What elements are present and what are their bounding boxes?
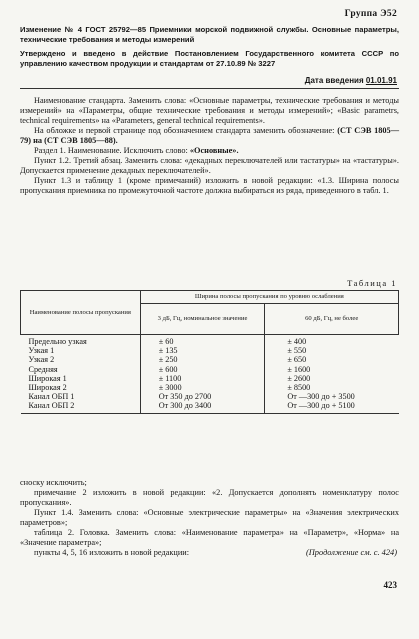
header-divider	[20, 88, 399, 89]
bandwidth-3db: От 300 до 3400	[140, 401, 265, 413]
table-row	[21, 365, 399, 374]
effective-date-value: 01.01.91	[365, 76, 397, 85]
classification-group: Группа Э52	[344, 9, 397, 19]
bandwidth-60db: ± 650	[287, 355, 307, 365]
cover-change-designation: (СТ СЭВ 1805—79) на (СТ СЭВ 1805—88).	[20, 126, 400, 145]
band-name: Узкая 2	[21, 355, 141, 364]
paragraph-footnote: сноску исключить;	[20, 478, 87, 487]
paragraph-table-2: таблица 2. Головка. Заменить слова: «Наименование параметра» на «Параметр», «Норма» на «Значение параметра»;	[20, 528, 399, 547]
effective-date-label: Дата введения	[304, 76, 364, 85]
band-name: Канал ОБП 1	[21, 392, 141, 401]
band-name: Канал ОБП 2	[21, 401, 141, 413]
column-header-60db: 60 дБ, Гц, не более	[265, 304, 399, 335]
amendment-title: Изменение № 4 ГОСТ 25792—85 Приемники морской подвижной службы. Основные параметры, технические требования и методы измерений	[20, 25, 399, 44]
table-caption: Таблица 1	[347, 278, 397, 288]
cover-change-text: На обложке и первой странице под обозначением стандарта заменить обозначение:	[34, 126, 338, 135]
table-row	[21, 335, 399, 347]
column-group-header: Ширина полосы пропускания по уровню ослабления	[140, 291, 398, 304]
page-number: 423	[383, 580, 397, 590]
bandwidth-3db: ± 3000	[140, 383, 265, 392]
body-text-after-table	[20, 478, 399, 558]
band-name: Широкая 2	[21, 383, 141, 392]
band-name: Средняя	[21, 365, 141, 374]
bandwidth-3db: ± 1100	[140, 374, 265, 383]
paragraph-clause-1-2: Пункт 1.2. Третий абзац. Заменить слова: «декадных переключателей или тастатуры» на «тастатуры». Допускается применение декадных переключателей».	[20, 156, 399, 175]
approval-statement: Утверждено и введено в действие Постановлением Государственного комитета СССР по управлению качеством продукции и стандартам от 27.10.89 № 3227	[20, 49, 399, 68]
table-row	[21, 374, 399, 383]
paragraph-clause-1-4: Пункт 1.4. Заменить слова: «Основные электрические параметры» на «Значения электрических параметров»;	[20, 508, 399, 527]
bandwidth-3db: От 350 до 2700	[140, 392, 265, 401]
paragraph-note-2: примечание 2 изложить в новой редакции: «2. Допускается дополнять номенклатуру полос пропускания».	[20, 488, 399, 507]
paragraph-cover-change	[20, 126, 399, 146]
continuation-note: (Продолжение см. с. 424)	[305, 548, 397, 557]
column-header-3db: 3 дБ, Гц, номинальное значение	[140, 304, 265, 335]
bandwidth-60db: ± 400	[287, 337, 307, 346]
paragraph-title-change: Наименование стандарта. Заменить слова: «Основные параметры, технические требования и методы измерений» на «Параметры, общие технические требования и методы измерений»; «Basic parametrs, technical requirements» на «Parameters, general technical requirements».	[20, 96, 399, 125]
bandwidth-60db: От —300 до + 5100	[265, 401, 399, 413]
effective-date	[305, 76, 397, 85]
table-row	[21, 355, 399, 364]
bandwidth-60db: ± 550	[287, 346, 307, 356]
bandwidth-60db: От —300 до + 3500	[287, 392, 355, 402]
table-row	[21, 401, 399, 413]
paragraph-clause-1-3: Пункт 1.3 и таблицу 1 (кроме примечаний) изложить в новой редакции: «1.3. Ширина полосы пропускания приемника по промежуточной частоте должна выбираться из ряда, приведенного в табл. 1.	[20, 176, 399, 195]
paragraph-section-1	[20, 146, 399, 156]
table-row	[21, 392, 399, 401]
band-name: Узкая 1	[21, 346, 141, 355]
section-1-removed-word: «Основные».	[189, 146, 239, 155]
bandwidth-60db: ± 8500	[287, 383, 311, 393]
bandwidth-table	[20, 290, 399, 414]
bandwidth-3db: ± 60	[140, 335, 265, 347]
table-row	[21, 383, 399, 392]
bandwidth-3db: ± 135	[140, 346, 265, 355]
table-row	[21, 346, 399, 355]
body-text	[20, 96, 399, 196]
paragraph-clauses-4-5-16: пункты 4, 5, 16 изложить в новой редакции:	[34, 548, 190, 557]
section-1-text: Раздел 1. Наименование. Исключить слово:	[34, 146, 190, 155]
band-name: Широкая 1	[21, 374, 141, 383]
band-name: Предельно узкая	[21, 335, 141, 347]
bandwidth-60db: ± 1600	[287, 364, 311, 374]
bandwidth-3db: ± 250	[140, 355, 265, 364]
bandwidth-60db: ± 2600	[287, 373, 311, 383]
column-header-band-name: Наименование полосы пропускания	[21, 291, 141, 335]
bandwidth-3db: ± 600	[140, 365, 265, 374]
